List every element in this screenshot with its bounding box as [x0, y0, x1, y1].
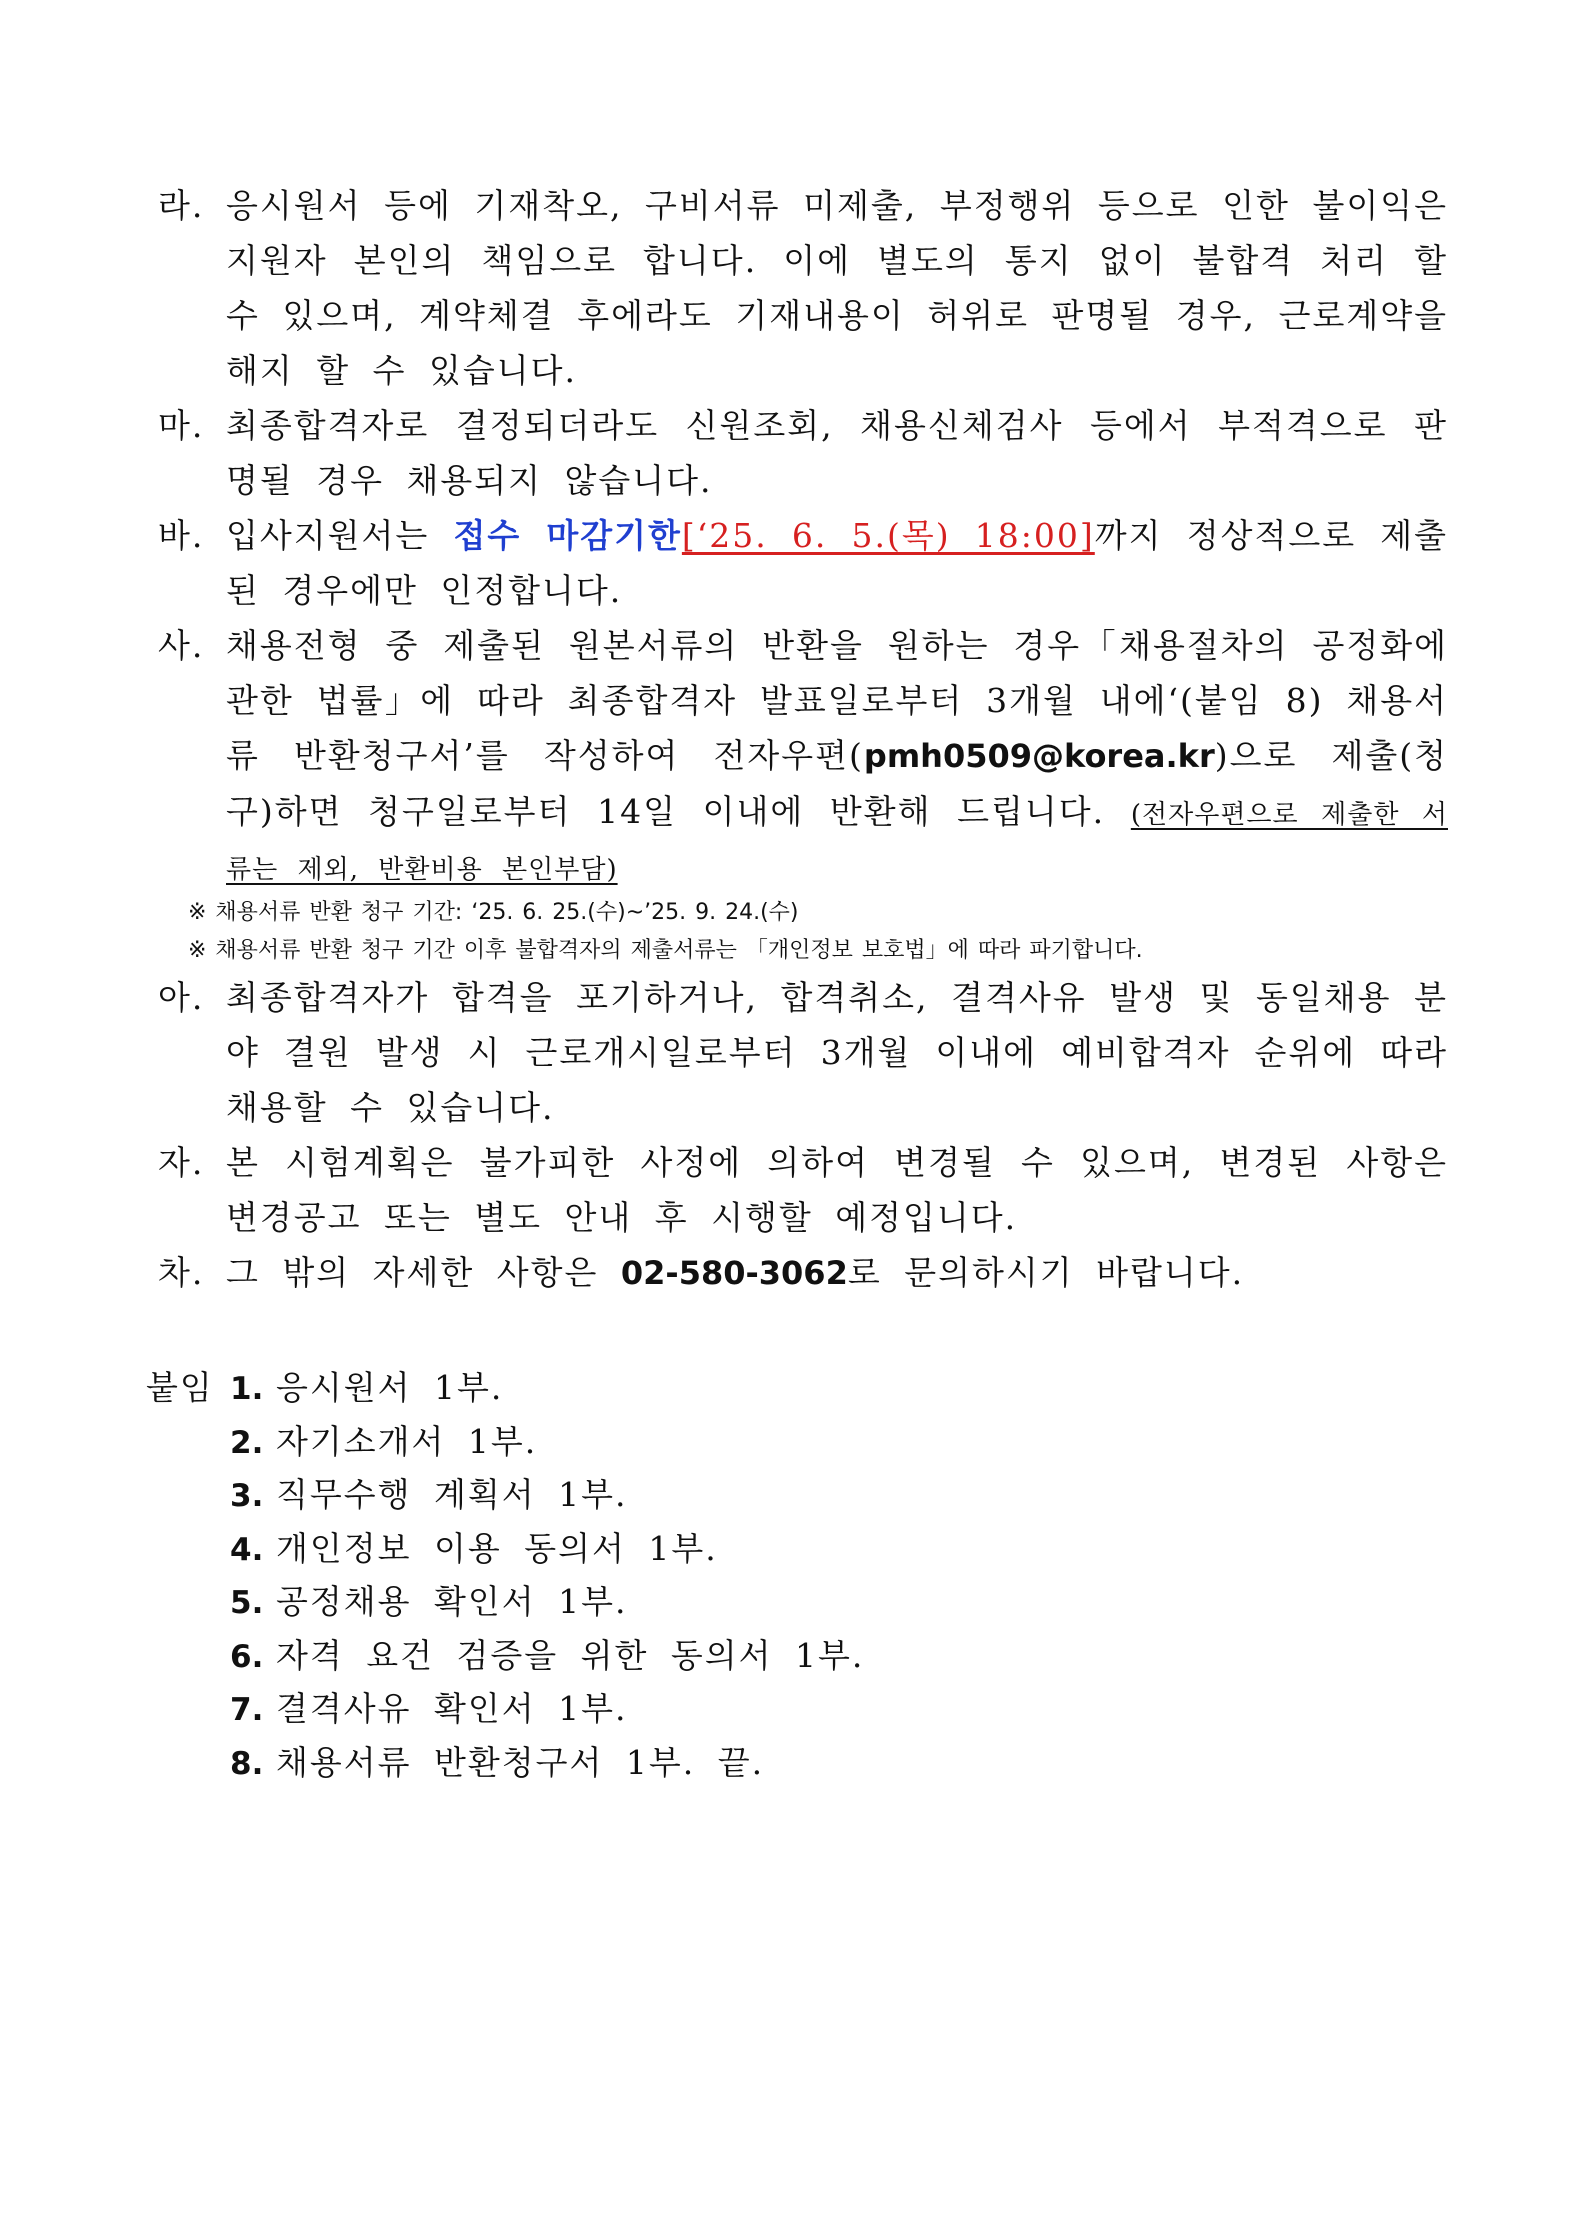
item-text-pre: 채용전형 중 제출된 원본서류의 반환을 원하는 경우「채용절차의 공정화에 관한 법률」에 따라 최종합격자 발표일로부터 3개월 내에‘(붙임 8) 채용서류 반환청구서’를 작성하여 전자우편( — [226, 626, 1448, 775]
attachment-number: 4. — [230, 1531, 264, 1568]
contact-phone: 02-580-3062 — [620, 1254, 848, 1292]
attachment-item — [230, 1683, 864, 1737]
item-cha — [158, 1245, 1448, 1301]
item-text-post: 로 문의하시기 바랍니다. — [847, 1253, 1245, 1292]
item-text: 응시원서 등에 기재착오, 구비서류 미제출, 부정행위 등으로 인한 불이익은 지원자 본인의 책임으로 합니다. 이에 별도의 통지 없이 불합격 처리 할 수 있으며, 계약체결 후에라도 기재내용이 허위로 판명될 경우, 근로계약을 해지 할 수 있습니다. — [226, 186, 1448, 390]
attachment-text: 채용서류 반환청구서 1부. 끝. — [276, 1742, 765, 1782]
attachment-item — [230, 1737, 864, 1791]
item-text: 최종합격자로 결정되더라도 신원조회, 채용신체검사 등에서 부적격으로 판명될 경우 채용되지 않습니다. — [226, 406, 1448, 500]
attachment-item — [230, 1416, 864, 1470]
attachments-list — [230, 1362, 864, 1790]
item-a — [158, 970, 1448, 1135]
attachment-number: 6. — [230, 1638, 264, 1675]
attachment-text: 응시원서 1부. — [276, 1368, 504, 1407]
item-ra — [158, 178, 1448, 398]
attachment-text: 결격사유 확인서 1부. — [276, 1689, 628, 1728]
item-marker: 바. — [158, 516, 205, 555]
attachment-item — [230, 1469, 864, 1523]
item-text-post: 까지 정상적으로 제출된 경우에만 인정합니다. — [226, 516, 1449, 610]
attachment-number: 8. — [230, 1745, 264, 1782]
item-text-pre: 그 밖의 자세한 사항은 — [226, 1253, 621, 1292]
item-text: 최종합격자가 합격을 포기하거나, 합격취소, 결격사유 발생 및 동일채용 분야 결원 발생 시 근로개시일로부터 3개월 이내에 예비합격자 순위에 따라 채용할 수 있습니다. — [226, 978, 1448, 1127]
attachment-number: 5. — [230, 1585, 264, 1621]
attachment-text: 자격 요건 검증을 위한 동의서 1부. — [276, 1635, 865, 1675]
attachment-text: 직무수행 계획서 1부. — [276, 1475, 628, 1514]
deadline-label: 접수 마감기한 — [453, 516, 682, 555]
deadline-date: [‘25. 6. 5.(목) 18:00] — [681, 516, 1095, 555]
notice-items — [158, 178, 1448, 1301]
item-marker: 자. — [158, 1143, 205, 1182]
attachment-text: 자기소개서 1부. — [276, 1421, 538, 1461]
item-marker: 차. — [158, 1253, 205, 1292]
item-text: 본 시험계획은 불가피한 사정에 의하여 변경될 수 있으며, 변경된 사항은 변경공고 또는 별도 안내 후 시행할 예정입니다. — [226, 1143, 1448, 1237]
email-address[interactable]: pmh0509@korea.kr — [863, 737, 1215, 775]
attachments-label: 붙임 — [146, 1368, 214, 1407]
item-ja — [158, 1135, 1448, 1245]
attachment-text: 공정채용 확인서 1부. — [276, 1582, 628, 1621]
note-disposal: ※ 채용서류 반환 청구 기간 이후 불합격자의 제출서류는 「개인정보 보호법」에 따라 파기합니다. — [188, 938, 1143, 963]
attachment-number: 3. — [230, 1478, 264, 1514]
item-marker: 마. — [158, 406, 205, 445]
item-marker: 라. — [158, 186, 205, 225]
item-ba — [158, 508, 1448, 618]
attachment-number: 7. — [230, 1692, 264, 1728]
attachment-item — [230, 1523, 864, 1577]
item-text-post: )으로 제출(청구)하면 청구일로부터 14일 이내에 반환해 드립니다. — [226, 736, 1448, 831]
attachment-number: 2. — [230, 1424, 264, 1461]
item-text-pre: 입사지원서는 — [226, 516, 454, 555]
note-return-period: ※ 채용서류 반환 청구 기간: ‘25. 6. 25.(수)~’25. 9. 24.(수) — [188, 900, 799, 925]
attachment-number: 1. — [230, 1371, 264, 1407]
attachment-text: 개인정보 이용 동의서 1부. — [276, 1528, 718, 1568]
item-ma — [158, 398, 1448, 508]
item-marker: 아. — [158, 978, 205, 1017]
item-footnote: (전자우편으로 제출한 서류는 제외, 반환비용 본인부담) — [226, 800, 1448, 885]
attachment-item — [230, 1576, 864, 1630]
attachment-item — [230, 1362, 864, 1416]
attachment-item — [230, 1630, 864, 1684]
item-marker: 사. — [158, 626, 205, 665]
item-sa — [158, 618, 1448, 894]
